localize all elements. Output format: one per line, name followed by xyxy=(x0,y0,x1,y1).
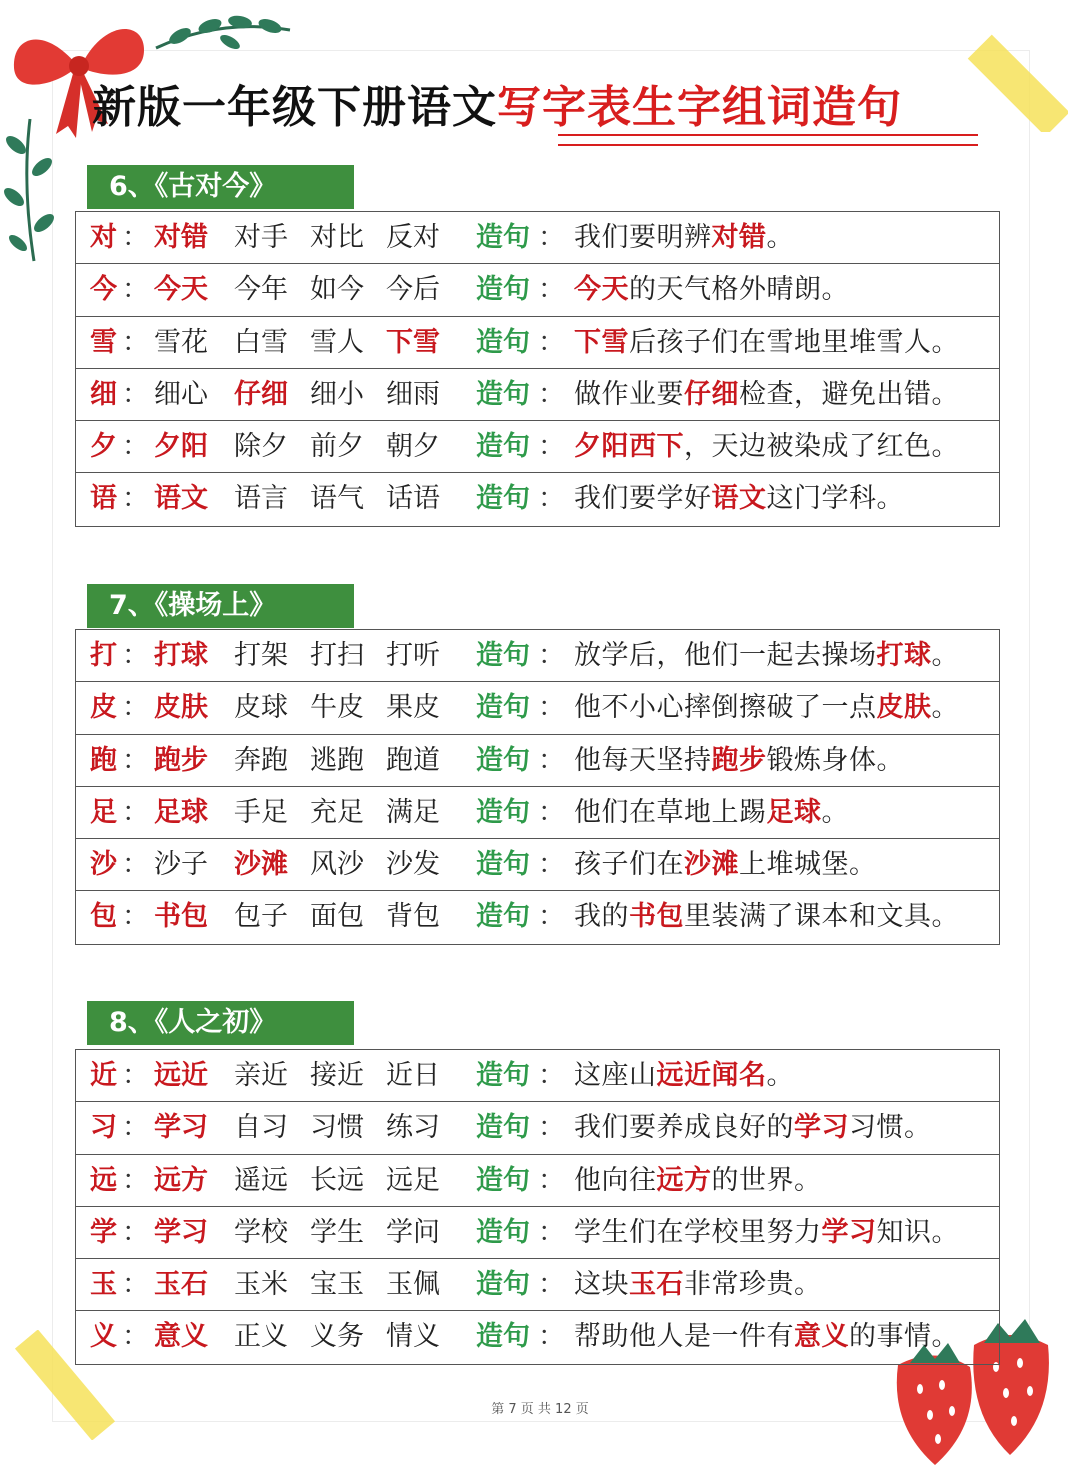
word: 学校 xyxy=(234,1216,288,1248)
sentence-highlight: 书包 xyxy=(629,901,684,933)
word: 奔跑 xyxy=(234,744,288,776)
colon: ： xyxy=(122,1321,149,1353)
colon: ： xyxy=(538,1060,565,1091)
word: 风沙 xyxy=(310,849,364,881)
table-row xyxy=(76,630,999,682)
sentence-text: 我的 xyxy=(574,901,629,933)
example-sentence xyxy=(574,1311,959,1363)
colon: ： xyxy=(538,901,565,933)
sentence-text: 的天气格外晴朗。 xyxy=(629,274,849,306)
sentence-text: 知识。 xyxy=(876,1216,959,1248)
sentence-label: 造句 xyxy=(476,378,530,410)
sentence-text: 我们要养成良好的 xyxy=(574,1112,794,1144)
colon: ： xyxy=(122,744,149,776)
word-table xyxy=(75,211,1000,527)
word: 习惯 xyxy=(310,1112,364,1144)
colon: ： xyxy=(538,378,565,410)
word: 打架 xyxy=(234,640,288,671)
character: 对 xyxy=(90,222,117,253)
table-row xyxy=(76,735,999,787)
word: 自习 xyxy=(234,1112,288,1144)
word: 语言 xyxy=(234,483,288,515)
table-row xyxy=(76,682,999,734)
sentence-highlight: 下雪 xyxy=(574,326,629,358)
sentence-highlight: 跑步 xyxy=(711,744,767,776)
word: 远方 xyxy=(154,1164,208,1196)
sentence-label: 造句 xyxy=(476,640,530,671)
table-row xyxy=(76,1207,999,1259)
example-sentence xyxy=(574,630,959,682)
word: 皮球 xyxy=(234,692,288,724)
sentence-text: 这座山 xyxy=(574,1060,657,1091)
word: 沙子 xyxy=(154,849,208,881)
word: 打扫 xyxy=(310,640,364,671)
sentence-text: 锻炼身体。 xyxy=(766,744,904,776)
word: 接近 xyxy=(310,1060,364,1091)
character: 夕 xyxy=(90,431,117,463)
example-sentence xyxy=(574,1207,959,1259)
character: 沙 xyxy=(90,849,117,881)
word: 玉石 xyxy=(154,1269,208,1301)
sentence-label: 造句 xyxy=(476,1112,530,1144)
word: 玉佩 xyxy=(386,1269,440,1301)
word: 满足 xyxy=(386,796,440,828)
table-row xyxy=(76,473,999,525)
colon: ： xyxy=(122,1269,149,1301)
table-row xyxy=(76,369,999,421)
sentence-label: 造句 xyxy=(476,744,530,776)
word: 学习 xyxy=(154,1216,208,1248)
colon: ： xyxy=(122,849,149,881)
table-row xyxy=(76,1155,999,1207)
word: 义务 xyxy=(310,1321,364,1353)
section-heading: 8、《人之初》 xyxy=(87,1001,354,1045)
character: 义 xyxy=(90,1321,117,1353)
word: 包子 xyxy=(234,901,288,933)
word: 手足 xyxy=(234,796,288,828)
colon: ： xyxy=(122,1060,149,1091)
sentence-label: 造句 xyxy=(476,326,530,358)
sentence-highlight: 远近闻名 xyxy=(656,1060,767,1091)
example-sentence xyxy=(574,735,904,787)
colon: ： xyxy=(122,378,149,410)
sentence-highlight: 学习 xyxy=(794,1112,849,1144)
sentence-label: 造句 xyxy=(476,849,530,881)
colon: ： xyxy=(538,796,565,828)
sentence-text: 习惯。 xyxy=(849,1112,932,1144)
example-sentence xyxy=(574,787,849,839)
sentence-highlight: 意义 xyxy=(794,1321,849,1353)
colon: ： xyxy=(122,483,149,515)
word: 打球 xyxy=(154,640,208,671)
word: 练习 xyxy=(386,1112,440,1144)
sentence-highlight: 皮肤 xyxy=(876,692,932,724)
sentence-highlight: 对错 xyxy=(711,222,767,253)
word: 雪人 xyxy=(310,326,364,358)
word: 皮肤 xyxy=(154,692,208,724)
word: 充足 xyxy=(310,796,364,828)
example-sentence xyxy=(574,421,959,473)
colon: ： xyxy=(122,274,149,306)
word: 玉米 xyxy=(234,1269,288,1301)
sentence-text: 他每天坚持 xyxy=(574,744,712,776)
example-sentence xyxy=(574,369,959,421)
word: 如今 xyxy=(310,274,364,306)
colon: ： xyxy=(538,483,565,515)
sentence-text: 里装满了课本和文具。 xyxy=(684,901,959,933)
sentence-highlight: 足球 xyxy=(766,796,822,828)
page-number: 第 7 页 共 12 页 xyxy=(491,1402,589,1417)
sentence-label: 造句 xyxy=(476,1321,530,1353)
colon: ： xyxy=(538,1269,565,1301)
word: 足球 xyxy=(154,796,208,828)
sentence-text: 。 xyxy=(931,640,959,671)
word: 对手 xyxy=(234,222,288,253)
character: 语 xyxy=(90,483,117,515)
example-sentence xyxy=(574,682,959,734)
colon: ： xyxy=(538,849,565,881)
colon: ： xyxy=(122,901,149,933)
sentence-text: 。 xyxy=(821,796,849,828)
word: 学生 xyxy=(310,1216,364,1248)
title-underline xyxy=(558,134,978,146)
character: 细 xyxy=(90,378,117,410)
word: 细心 xyxy=(154,378,208,410)
colon: ： xyxy=(538,274,565,306)
sentence-highlight: 夕阳西下 xyxy=(574,431,684,463)
sentence-label: 造句 xyxy=(476,901,530,933)
character: 雪 xyxy=(90,326,117,358)
example-sentence xyxy=(574,1259,822,1311)
word: 今后 xyxy=(386,274,440,306)
sentence-text: 我们要明辨 xyxy=(574,222,712,253)
word: 跑道 xyxy=(386,744,440,776)
sentence-label: 造句 xyxy=(476,692,530,724)
word: 白雪 xyxy=(234,326,288,358)
table-row xyxy=(76,787,999,839)
table-row xyxy=(76,264,999,316)
colon: ： xyxy=(538,326,565,358)
word: 远近 xyxy=(154,1060,208,1091)
table-row xyxy=(76,839,999,891)
table-row xyxy=(76,1259,999,1311)
word: 夕阳 xyxy=(154,431,208,463)
word: 面包 xyxy=(310,901,364,933)
character: 玉 xyxy=(90,1269,117,1301)
character: 远 xyxy=(90,1164,117,1196)
sentence-text: 。 xyxy=(766,222,794,253)
sentence-label: 造句 xyxy=(476,796,530,828)
character: 包 xyxy=(90,901,117,933)
word: 情义 xyxy=(386,1321,440,1353)
colon: ： xyxy=(538,1164,565,1196)
word: 遥远 xyxy=(234,1164,288,1196)
example-sentence xyxy=(574,473,904,525)
word: 远足 xyxy=(386,1164,440,1196)
example-sentence xyxy=(574,1155,822,1207)
sentence-text: ，天边被染成了红色。 xyxy=(684,431,959,463)
word: 前夕 xyxy=(310,431,364,463)
colon: ： xyxy=(122,692,149,724)
colon: ： xyxy=(538,692,565,724)
colon: ： xyxy=(122,326,149,358)
sentence-text: 这块 xyxy=(574,1269,629,1301)
colon: ： xyxy=(122,1112,149,1144)
colon: ： xyxy=(122,1216,149,1248)
word: 意义 xyxy=(154,1321,208,1353)
sentence-label: 造句 xyxy=(476,1164,530,1196)
colon: ： xyxy=(538,222,565,253)
sentence-highlight: 沙滩 xyxy=(684,849,739,881)
sentence-highlight: 今天 xyxy=(574,274,629,306)
section-heading: 6、《古对今》 xyxy=(87,165,354,209)
word: 长远 xyxy=(310,1164,364,1196)
sentence-text: 帮助他人是一件有 xyxy=(574,1321,794,1353)
table-row xyxy=(76,1102,999,1154)
colon: ： xyxy=(538,744,565,776)
word: 打听 xyxy=(386,640,440,671)
sentence-text: 的事情。 xyxy=(849,1321,959,1353)
word-table xyxy=(75,1049,1000,1365)
sentence-highlight: 玉石 xyxy=(629,1269,684,1301)
example-sentence xyxy=(574,891,959,943)
character: 皮 xyxy=(90,692,117,724)
example-sentence xyxy=(574,264,849,316)
word-table xyxy=(75,629,1000,945)
word: 下雪 xyxy=(386,326,440,358)
sentence-label: 造句 xyxy=(476,1216,530,1248)
leaf-branch-icon xyxy=(150,8,300,58)
word: 背包 xyxy=(386,901,440,933)
table-row xyxy=(76,891,999,943)
sentence-label: 造句 xyxy=(476,483,530,515)
sentence-text: 这门学科。 xyxy=(766,483,904,515)
section-heading: 7、《操场上》 xyxy=(87,584,354,628)
sentence-text: 的世界。 xyxy=(711,1164,822,1196)
colon: ： xyxy=(538,1112,565,1144)
word: 书包 xyxy=(154,901,208,933)
word: 雪花 xyxy=(154,326,208,358)
word: 牛皮 xyxy=(310,692,364,724)
table-row xyxy=(76,1050,999,1102)
sentence-text: 放学后，他们一起去操场 xyxy=(574,640,877,671)
colon: ： xyxy=(122,640,149,671)
word: 细小 xyxy=(310,378,364,410)
word: 对错 xyxy=(154,222,208,253)
word: 反对 xyxy=(386,222,440,253)
sentence-highlight: 远方 xyxy=(656,1164,712,1196)
sentence-text: 后孩子们在雪地里堆雪人。 xyxy=(629,326,959,358)
character: 打 xyxy=(90,640,117,671)
title-part-1: 新版一年级下册语文 xyxy=(92,82,497,133)
word: 对比 xyxy=(310,222,364,253)
example-sentence xyxy=(574,1102,932,1154)
colon: ： xyxy=(538,640,565,671)
word: 学问 xyxy=(386,1216,440,1248)
colon: ： xyxy=(538,1216,565,1248)
leaf-branch-icon xyxy=(0,115,60,265)
sentence-highlight: 学习 xyxy=(821,1216,877,1248)
word: 亲近 xyxy=(234,1060,288,1091)
sentence-text: 他向往 xyxy=(574,1164,657,1196)
sentence-text: 做作业要 xyxy=(574,378,684,410)
sentence-text: 他不小心摔倒擦破了一点 xyxy=(574,692,877,724)
character: 学 xyxy=(90,1216,117,1248)
sentence-highlight: 语文 xyxy=(711,483,767,515)
table-row xyxy=(76,317,999,369)
word: 今年 xyxy=(234,274,288,306)
colon: ： xyxy=(538,1321,565,1353)
word: 朝夕 xyxy=(386,431,440,463)
example-sentence xyxy=(574,317,959,369)
word: 近日 xyxy=(386,1060,440,1091)
colon: ： xyxy=(538,431,565,463)
sentence-highlight: 打球 xyxy=(876,640,932,671)
colon: ： xyxy=(122,222,149,253)
word: 学习 xyxy=(154,1112,208,1144)
colon: ： xyxy=(122,796,149,828)
word: 逃跑 xyxy=(310,744,364,776)
character: 跑 xyxy=(90,744,117,776)
sentence-label: 造句 xyxy=(476,274,530,306)
sentence-text: 学生们在学校里努力 xyxy=(574,1216,822,1248)
word: 除夕 xyxy=(234,431,288,463)
example-sentence xyxy=(574,212,794,264)
sentence-highlight: 仔细 xyxy=(684,378,739,410)
sentence-text: 。 xyxy=(766,1060,794,1091)
sentence-text: 检查，避免出错。 xyxy=(739,378,959,410)
character: 今 xyxy=(90,274,117,306)
sentence-text: 他们在草地上踢 xyxy=(574,796,767,828)
sentence-text: 。 xyxy=(931,692,959,724)
word: 仔细 xyxy=(234,378,288,410)
sentence-label: 造句 xyxy=(476,431,530,463)
word: 正义 xyxy=(234,1321,288,1353)
example-sentence xyxy=(574,1050,794,1102)
word: 果皮 xyxy=(386,692,440,724)
title-part-2: 写字表生字组词造句 xyxy=(497,82,902,133)
word: 话语 xyxy=(386,483,440,515)
colon: ： xyxy=(122,1164,149,1196)
character: 足 xyxy=(90,796,117,828)
sentence-label: 造句 xyxy=(476,1269,530,1301)
sentence-text: 上堆城堡。 xyxy=(739,849,877,881)
word: 跑步 xyxy=(154,744,208,776)
word: 今天 xyxy=(154,274,208,306)
word: 沙滩 xyxy=(234,849,288,881)
table-row xyxy=(76,212,999,264)
word: 宝玉 xyxy=(310,1269,364,1301)
sentence-text: 我们要学好 xyxy=(574,483,712,515)
sentence-label: 造句 xyxy=(476,222,530,253)
sentence-text: 非常珍贵。 xyxy=(684,1269,822,1301)
colon: ： xyxy=(122,431,149,463)
word: 语文 xyxy=(154,483,208,515)
sentence-text: 孩子们在 xyxy=(574,849,684,881)
character: 习 xyxy=(90,1112,117,1144)
table-row xyxy=(76,1311,999,1363)
word: 沙发 xyxy=(386,849,440,881)
table-row xyxy=(76,421,999,473)
word: 语气 xyxy=(310,483,364,515)
word: 细雨 xyxy=(386,378,440,410)
character: 近 xyxy=(90,1060,117,1091)
sentence-label: 造句 xyxy=(476,1060,530,1091)
example-sentence xyxy=(574,839,877,891)
